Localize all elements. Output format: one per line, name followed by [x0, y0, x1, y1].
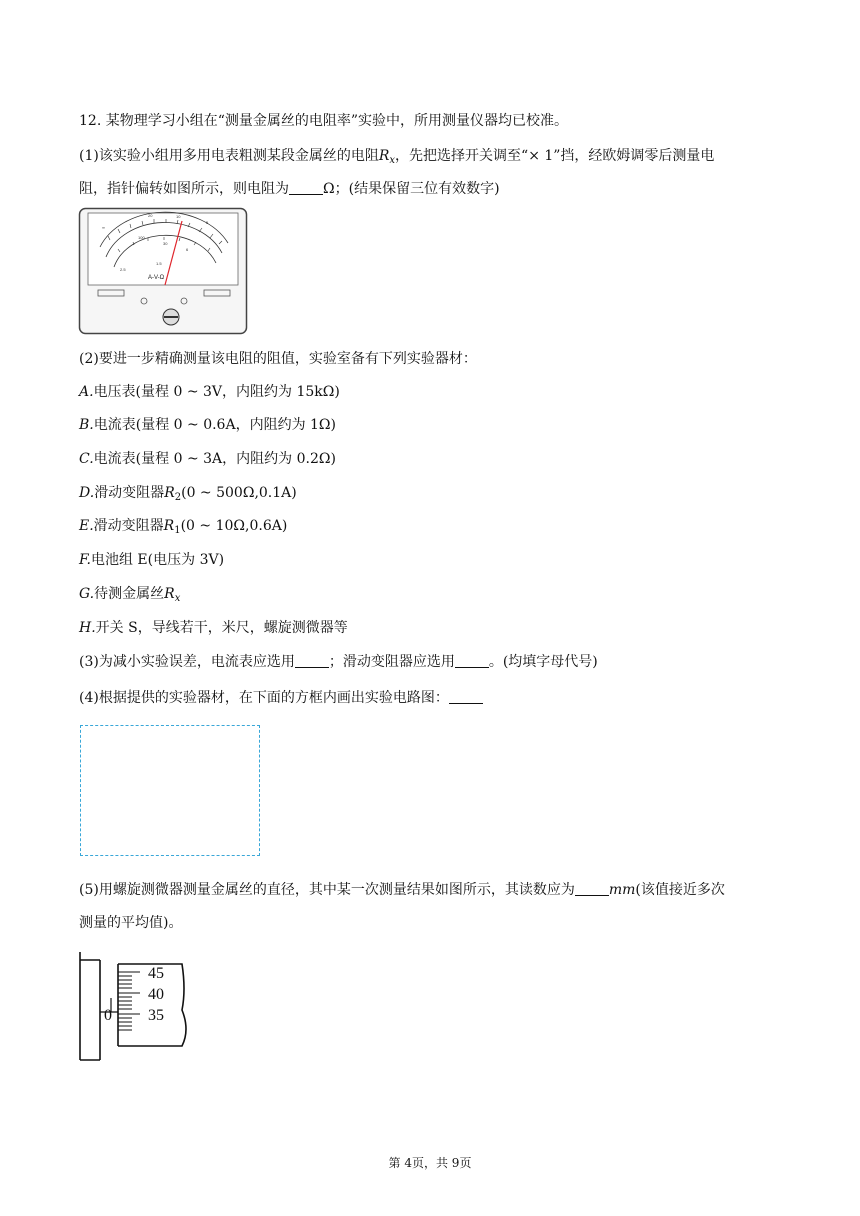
item-h [79, 618, 348, 638]
part1-line1 [79, 146, 714, 171]
item-f-letter: F. [79, 552, 91, 568]
item-e-subscript: 1 [174, 525, 181, 536]
micrometer-label-40: 40 [148, 986, 164, 1003]
micrometer-figure [78, 950, 208, 1062]
item-d [79, 483, 297, 508]
answer-blank-2[interactable] [295, 653, 329, 668]
part3-text-a: (3)为减小实验误差，电流表应选用 [79, 654, 295, 670]
part5-text-b: (该值接近多次 [635, 882, 725, 898]
item-e-letter: E. [79, 518, 94, 534]
svg-text:10: 10 [176, 214, 181, 219]
part5-unit: mm [608, 882, 636, 898]
part5-line2: 测量的平均值)。 [79, 915, 183, 931]
item-g-pre: 待测金属丝 [94, 586, 165, 602]
micrometer-zero-label: 0 [104, 1007, 112, 1024]
item-e-post: (0 ~ 10Ω,0.6A) [180, 518, 288, 534]
item-h-letter: H. [79, 620, 96, 636]
answer-blank-3[interactable] [455, 653, 489, 668]
rx-subscript: x [389, 155, 396, 166]
item-b [79, 415, 336, 435]
item-g [79, 584, 180, 609]
part3-text-c: 。(均填字母代号) [488, 654, 598, 670]
item-b-text: 电流表(量程 0 ~ 0.6A，内阻约为 1Ω) [93, 417, 337, 433]
item-c-letter: C. [79, 451, 94, 467]
svg-text:20: 20 [148, 213, 153, 218]
part3-text-b: ；滑动变阻器应选用 [328, 654, 455, 670]
answer-blank-1[interactable] [289, 180, 323, 195]
meter-label: A-V-Ω [148, 275, 165, 281]
svg-text:30: 30 [163, 241, 168, 246]
item-g-subscript: x [174, 593, 181, 604]
item-d-pre: 滑动变阻器 [94, 485, 165, 501]
svg-text:∞: ∞ [102, 225, 105, 230]
part2-intro: (2)要进一步精确测量该电阻的阻值，实验室备有下列实验器材： [79, 351, 477, 367]
part4-text: (4)根据提供的实验器材，在下面的方框内画出实验电路图： [79, 690, 449, 706]
item-d-subscript: 2 [174, 492, 182, 503]
page-footer: 第 4页，共 9页 [388, 1156, 472, 1170]
item-d-post: (0 ~ 500Ω,0.1A) [181, 485, 297, 501]
micrometer-label-45: 45 [148, 965, 164, 982]
item-b-letter: B. [79, 417, 94, 433]
item-d-symbol: R [164, 485, 175, 501]
svg-text:6: 6 [186, 247, 189, 252]
part4 [79, 688, 483, 708]
part1-text-b: ，先把选择开关调至“× 1”挡，经欧姆调零后测量电 [395, 148, 715, 164]
answer-blank-5[interactable] [575, 881, 609, 896]
part1-line2 [79, 179, 500, 199]
part5-line1 [79, 880, 725, 900]
item-e-symbol: R [163, 518, 175, 534]
item-a-text: 电压表(量程 0 ~ 3V，内阻约为 15kΩ) [93, 384, 340, 400]
question-12-title: 12. 某物理学习小组在“测量金属丝的电阻率”实验中，所用测量仪器均已校准。 [79, 113, 569, 129]
item-c-text: 电流表(量程 0 ~ 3A，内阻约为 0.2Ω) [93, 451, 336, 467]
item-f [79, 550, 224, 570]
part1-text-a: (1)该实验小组用多用电表粗测某段金属丝的电阻 [79, 148, 379, 164]
rx-symbol: R [378, 148, 390, 164]
item-g-letter: G. [79, 586, 95, 602]
item-e-pre: 滑动变阻器 [93, 518, 164, 534]
svg-text:1.5: 1.5 [156, 261, 162, 266]
micrometer-label-35: 35 [148, 1007, 164, 1024]
part3 [79, 652, 598, 672]
svg-text:5: 5 [206, 220, 209, 225]
circuit-drawing-box[interactable] [80, 725, 260, 856]
svg-text:2.5: 2.5 [120, 267, 126, 272]
part1-text-c1: 阻，指针偏转如图所示，则电阻为 [79, 181, 289, 197]
item-g-symbol: R [164, 586, 175, 602]
answer-blank-4[interactable] [449, 689, 483, 704]
item-f-text: 电池组 E(电压为 3V) [90, 552, 225, 568]
svg-text:100: 100 [138, 235, 145, 240]
part5-text-a: (5)用螺旋测微器测量金属丝的直径，其中某一次测量结果如图所示，其读数应为 [79, 882, 575, 898]
multimeter-figure [78, 207, 248, 335]
item-d-letter: D. [79, 485, 95, 501]
item-c [79, 449, 336, 469]
item-a-letter: A. [79, 384, 94, 400]
item-h-text: 开关 S，导线若干，米尺，螺旋测微器等 [95, 620, 348, 636]
item-a [79, 382, 340, 402]
part1-text-c2: Ω；(结果保留三位有效数字) [323, 181, 500, 197]
item-e [79, 516, 287, 541]
